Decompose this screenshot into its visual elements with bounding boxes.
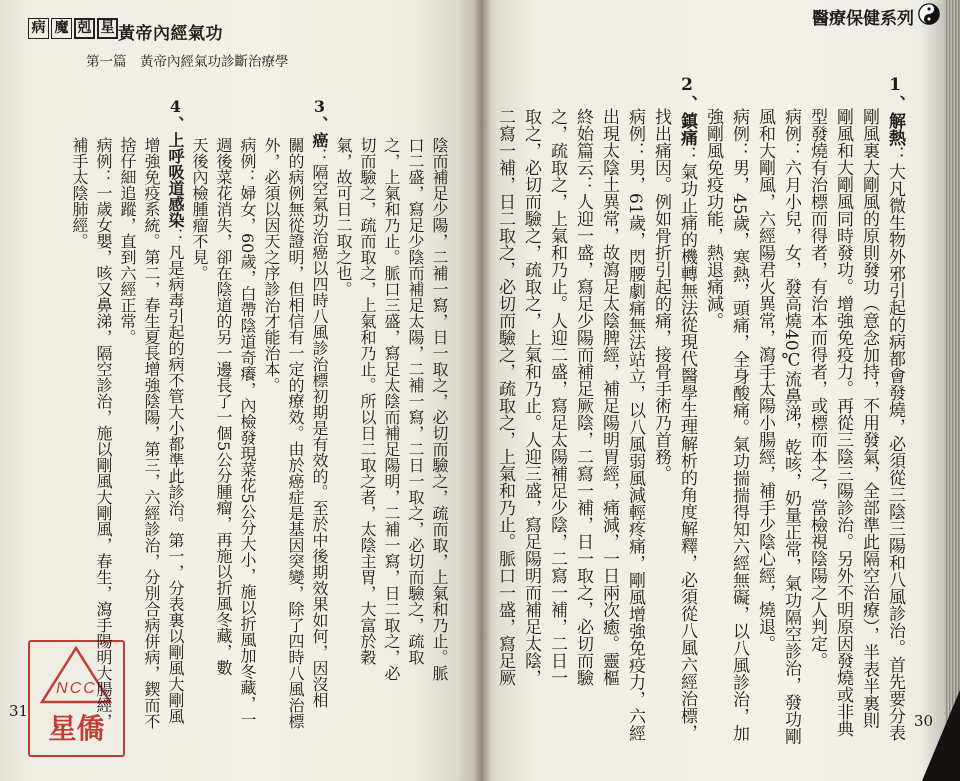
boxed-character: 剋 <box>74 18 95 39</box>
column-text: ：氣功止痛的機轉無法從現代醫學生理解析的角度解釋，必須從八風六經治標， <box>677 146 697 741</box>
text-column: 切而驗之，疏而取之，上氣和乃止。所以日二取之者，太陰主胃，大富於穀 <box>358 137 377 665</box>
text-column: 剛風和大剛風同時發功。增強免疫力。再從三陰三陽診治。另外不明原因發燒或非典 <box>833 108 853 737</box>
watermark-stamp <box>28 640 125 757</box>
section-heading: 上呼吸道感染 <box>166 132 185 228</box>
section-heading: 解熱 <box>885 112 905 146</box>
text-column: 病例：男，61歲，閃腰劇痛無法站立，以八風弱風減輕疼痛，剛風增強免疫力，六經 <box>625 108 645 742</box>
text-column: 關的病例無從證明，但相信有一定的療效。由於癌症是基因突變，除了四時八風治標 <box>286 137 305 729</box>
text-column: 捨仔細追蹤，直到六經正常。 <box>118 137 137 345</box>
column-text: ：凡是病毒引起的病不管大小都準此診治。第一，分表裏以剛風大剛風 <box>166 228 185 724</box>
text-column: 陰而補足少陽，二補一寫，日一取之，必切而驗之，疏而取，上氣和乃止。脈 <box>430 137 449 681</box>
boxed-character: 病 <box>28 18 49 39</box>
column-text: ：大凡微生物外邪引起的病都會發燒，必須從三陰三陽和八風診治。首先要分表 <box>885 146 905 741</box>
text-column: 氣，故可日二取之也。 <box>334 137 353 297</box>
text-column: 增強免疫系統。第二，春生夏長增強陰陽，第三，六經診治，分別合病併病，鍥而不 <box>142 137 161 729</box>
text-column: 之，疏取之，上氣和乃止。人迎二盛，寫足太陽補足少陰，二寫一補，二日一 <box>547 108 567 686</box>
text-column: 終始篇云：人迎一盛，寫足少陽而補足厥陰，二寫一補，日一取之，必切而驗 <box>573 108 593 686</box>
series-title: 醫療保健系列 <box>812 9 914 29</box>
text-column: 口二盛，寫足少陰而補足太陽，二補一寫，二日一取之，必切而驗之，疏取 <box>406 137 425 665</box>
right-page-text <box>482 0 960 781</box>
text-column: 風和大剛風，六經陽君火異常，瀉手太陽小腸經，補手少陰心經，燒退。 <box>755 108 775 652</box>
section-heading: 癌 <box>310 132 329 148</box>
text-column: 病例：男，45歲，寒熱，頭痛，全身酸痛。氣功揣揣得知六經無礙，以八風診治，加 <box>729 108 749 742</box>
text-column: 型發燒有治標而得者，有治本而得者，或標而本之，當檢視陰陽之人判定。 <box>807 108 827 669</box>
section-number: 2、 <box>677 75 697 112</box>
section-number: 3、 <box>310 97 329 132</box>
stamp-chinese-text: 星僑 <box>48 712 105 745</box>
text-column: 週後菜花消失，卻在陰道的另一邊長了一個5公分腫瘤，再施以折風冬藏，數 <box>214 137 233 676</box>
chapter-subtitle: 第一篇 黃帝內經氣功診斷治療學 <box>86 54 289 70</box>
text-column: 補手太陰肺經。 <box>70 137 89 249</box>
text-column: 剛風裏大剛風的原則發功（意念加持，不用發氣，全部準此隔空治療），半表半裏則 <box>859 108 879 729</box>
section-number: 1、 <box>885 75 905 112</box>
text-column <box>885 75 908 741</box>
text-column: 強剛風免疫功能，熱退痛減。 <box>703 108 723 329</box>
text-column: 二寫一補，日二取之，必切而驗之，疏取之，上氣和乃止。脈口一盛，寫足厥 <box>495 108 515 686</box>
text-column: 病例：一歲女嬰，咳又鼻涕，隔空診治，施以剛風大剛風，春生，瀉手陽明大腸經， <box>94 137 113 729</box>
section-number: 4、 <box>166 97 185 132</box>
text-column: 病例：婦女，60歲，白帶陰道奇癢，內檢發現菜花5公分大小，施以折風加冬藏，一 <box>238 137 257 728</box>
text-column: 找出痛因。例如骨折引起的痛，接骨手術乃首務。 <box>651 108 671 482</box>
text-column: 病例：六月小兒，女，發高燒40℃流鼻涕，乾咳，奶量正常，氣功隔空診治，發功剛 <box>781 108 801 745</box>
text-column <box>166 97 187 724</box>
text-column: 天後內檢腫瘤不見。 <box>190 137 209 281</box>
text-column <box>310 97 331 708</box>
boxed-character: 星 <box>97 18 118 39</box>
boxed-character: 魔 <box>51 18 72 39</box>
text-column: 取之，必切而驗之，疏取之，上氣和乃止。人迎三盛，寫足陽明而補足太陰， <box>521 108 541 686</box>
text-column: 出現太陰土異常，故瀉足太陰脾經，補足陽明胃經，痛減，一日兩次癒。靈樞 <box>599 108 619 686</box>
page-number-right: 30 <box>914 712 934 730</box>
column-text: ：隔空氣功治癌以四時八風診治標初期是有效的。至於中後期效果如何，因沒相 <box>310 148 329 708</box>
text-column <box>677 75 700 741</box>
text-column: 外，必須以因天之序診治才能治本。 <box>262 137 281 393</box>
text-column: 之，上氣和乃止。脈口三盛，寫足太陰而補足陽明，二補一寫，日二取之，必 <box>382 137 401 681</box>
stamp-latin-text: NCC <box>56 680 97 697</box>
section-heading: 鎮痛 <box>677 112 697 146</box>
book-title: 黃帝內經氣功 <box>118 24 223 44</box>
page-number-left: 31 <box>9 702 29 720</box>
